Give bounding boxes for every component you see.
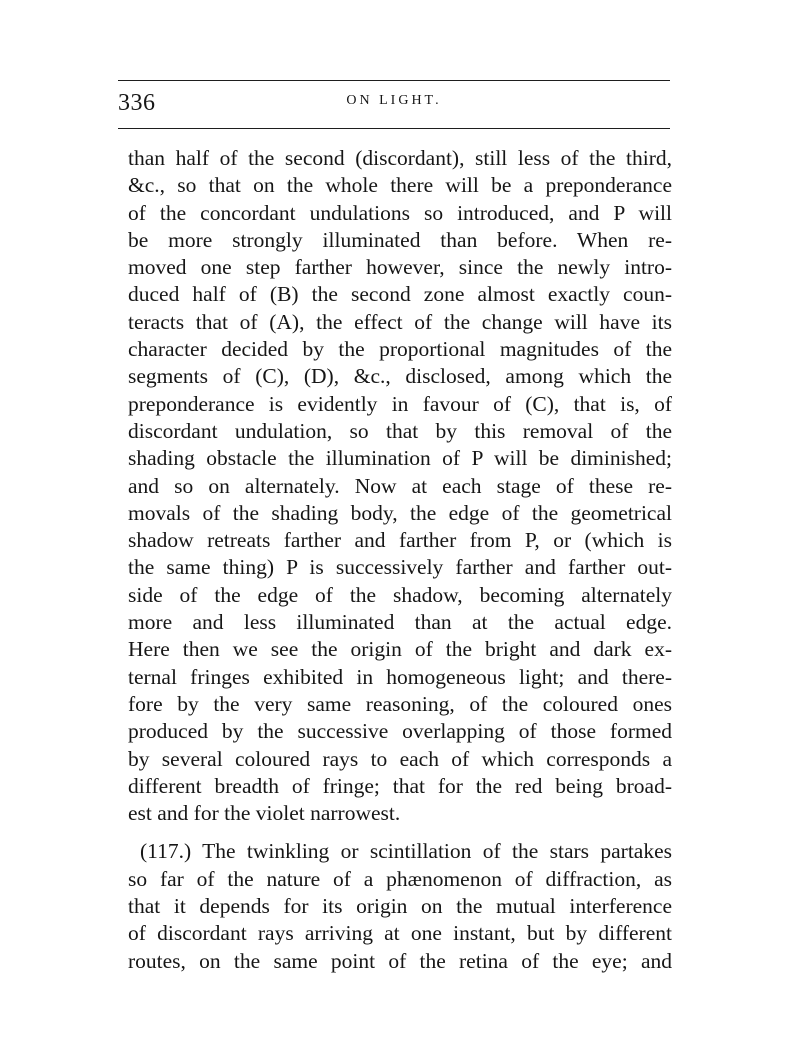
text-line: moved one step farther however, since the newly intro- bbox=[128, 255, 672, 280]
text-line: that it depends for its origin on the mutual interference bbox=[128, 894, 672, 919]
text-line: be more strongly illuminated than before. When re- bbox=[128, 227, 672, 252]
text-line: and so on alternately. Now at each stage of these re- bbox=[128, 473, 672, 498]
text-line: the same thing) P is successively farther and farther out- bbox=[128, 555, 672, 580]
running-title: ON LIGHT. bbox=[346, 93, 442, 108]
text-line: shadow retreats farther and farther from P, or (which is bbox=[128, 528, 672, 553]
text-line: different breadth of fringe; that for the red being broad- bbox=[128, 773, 672, 798]
text-line: side of the edge of the shadow, becoming alternately bbox=[128, 582, 672, 607]
header-rule-bottom bbox=[118, 128, 670, 129]
text-line: preponderance is evidently in favour of (C), that is, of bbox=[128, 391, 672, 416]
header-rule-top bbox=[118, 80, 670, 81]
text-line: movals of the shading body, the edge of the geometrical bbox=[128, 500, 672, 525]
text-line: (117.) The twinkling or scintillation of the stars partakes bbox=[140, 839, 672, 864]
text-line: so far of the nature of a phænomenon of diffraction, as bbox=[128, 866, 672, 891]
text-line: Here then we see the origin of the bright and dark ex- bbox=[128, 637, 672, 662]
text-line: of the concordant undulations so introduced, and P will bbox=[128, 200, 672, 225]
body-text bbox=[128, 145, 672, 975]
text-line: discordant undulation, so that by this removal of the bbox=[128, 418, 672, 443]
text-line: produced by the successive overlapping of those formed bbox=[128, 719, 672, 744]
page-header bbox=[118, 90, 670, 124]
text-line: shading obstacle the illumination of P will be diminished; bbox=[128, 446, 672, 471]
text-line: fore by the very same reasoning, of the coloured ones bbox=[128, 691, 672, 716]
text-line: of discordant rays arriving at one instant, but by different bbox=[128, 921, 672, 946]
text-line: character decided by the proportional magnitudes of the bbox=[128, 337, 672, 362]
text-line: than half of the second (discordant), still less of the third, bbox=[128, 146, 672, 170]
paragraph-117 bbox=[128, 838, 672, 974]
paragraph-continued bbox=[128, 145, 672, 827]
text-line: duced half of (B) the second zone almost exactly coun- bbox=[128, 282, 672, 307]
text-line: more and less illuminated than at the actual edge. bbox=[128, 610, 672, 635]
text-line: &c., so that on the whole there will be a preponderance bbox=[128, 173, 672, 198]
paragraph-gap bbox=[128, 827, 672, 838]
text-line: est and for the violet narrowest. bbox=[128, 801, 401, 826]
text-line: by several coloured rays to each of which corresponds a bbox=[128, 746, 672, 771]
text-line: segments of (C), (D), &c., disclosed, among which the bbox=[128, 364, 672, 389]
text-line: teracts that of (A), the effect of the change will have its bbox=[128, 309, 672, 334]
text-line: ternal fringes exhibited in homogeneous light; and there- bbox=[128, 664, 672, 689]
page-number: 336 bbox=[118, 90, 156, 116]
text-line: routes, on the same point of the retina of the eye; and bbox=[128, 948, 672, 973]
